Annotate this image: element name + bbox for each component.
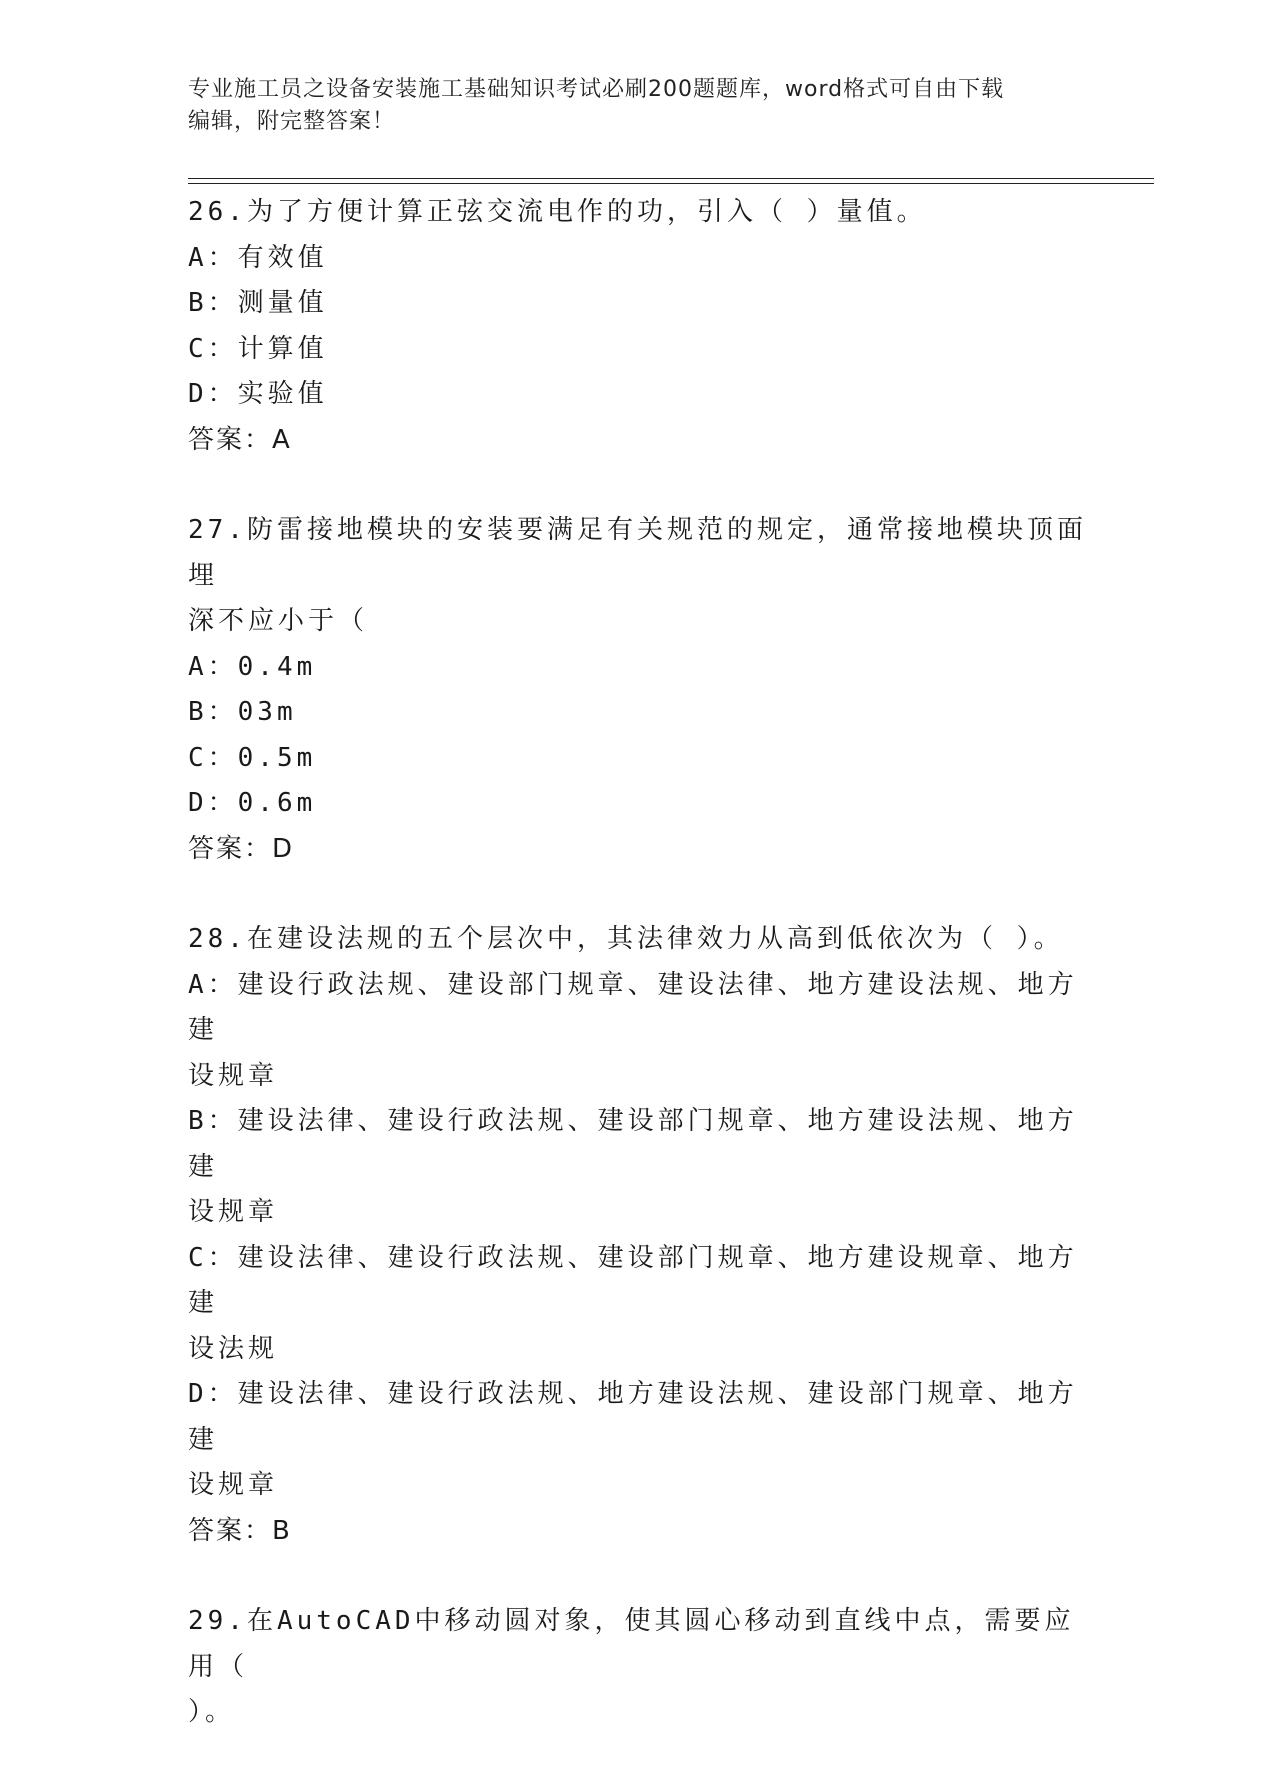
question-list: [188, 190, 1088, 1781]
question-stem: 27.防雷接地模块的安装要满足有关规范的规定，通常接地模块顶面埋: [188, 515, 1087, 591]
document-header: [188, 74, 1068, 138]
option-a-continued: 设规章: [188, 1060, 279, 1091]
option-d: D：0.6m: [188, 788, 317, 818]
option-c: C：0.5m: [188, 742, 317, 773]
option-b-continued: 设规章: [188, 1197, 279, 1227]
header-line-1: 专业施工员之设备安装施工基础知识考试必刷200题题库，word格式可自由下载: [188, 77, 1005, 102]
option-b: B：建设法律、建设行政法规、建设部门规章、地方建设法规、地方建: [188, 1106, 1078, 1182]
question-27: [188, 508, 1088, 872]
option-b: B：03m: [188, 697, 297, 727]
answer: 答案：D: [188, 833, 295, 864]
option-a: A：建设行政法规、建设部门规章、建设法律、地方建设法规、地方建: [188, 969, 1078, 1045]
option-c: C：建设法律、建设行政法规、建设部门规章、地方建设规章、地方建: [188, 1242, 1078, 1318]
option-b: B：测量值: [188, 288, 328, 318]
option-c: C：计算值: [188, 333, 328, 364]
option-a: A：0.4m: [188, 651, 317, 682]
question-26: [188, 190, 1088, 463]
header-line-2: 编辑，附完整答案！: [188, 109, 396, 134]
question-stem: 28.在建设法规的五个层次中，其法律效力从高到低依次为（ ）。: [188, 924, 1064, 954]
question-29: [188, 1599, 1088, 1736]
header-rule-bottom: [188, 183, 1154, 184]
header-rule-top: [188, 178, 1154, 179]
option-d: D：实验值: [188, 379, 328, 409]
question-stem-continued: 深不应小于（: [188, 606, 369, 636]
option-d: D：建设法律、建设行政法规、地方建设法规、建设部门规章、地方建: [188, 1379, 1078, 1455]
question-stem-continued: ）。: [188, 1697, 236, 1727]
option-d-continued: 设规章: [188, 1470, 279, 1500]
answer: 答案：B: [188, 1515, 292, 1546]
option-c-continued: 设法规: [188, 1333, 279, 1364]
question-stem: 29.在AutoCAD中移动圆对象，使其圆心移动到直线中点，需要应用（: [188, 1606, 1075, 1682]
question-28: [188, 917, 1088, 1554]
answer: 答案：A: [188, 424, 292, 455]
question-stem: 26.为了方便计算正弦交流电作的功，引入（ ）量值。: [188, 197, 927, 227]
option-a: A：有效值: [188, 242, 328, 273]
